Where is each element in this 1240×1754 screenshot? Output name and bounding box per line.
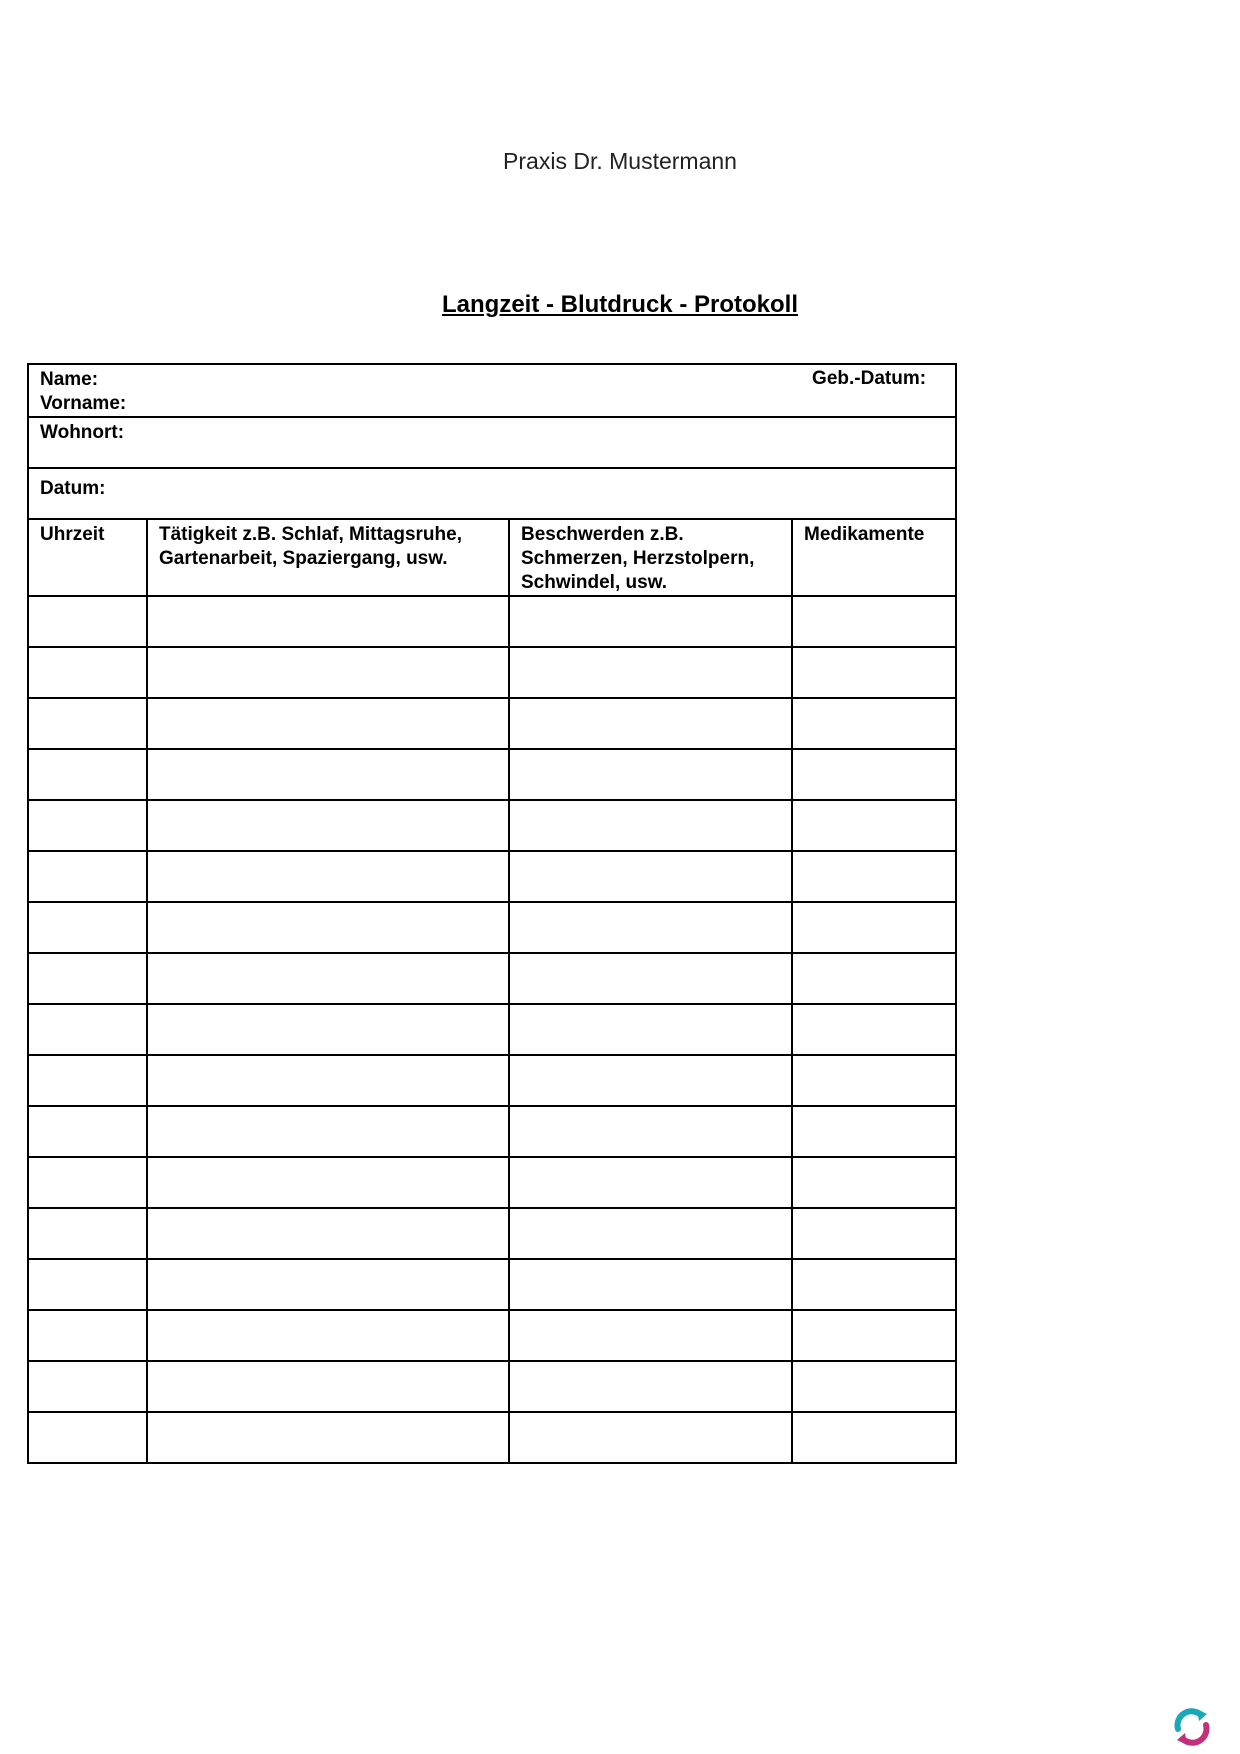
entry-cell-beschwerden[interactable]: [509, 902, 792, 953]
entry-row: [28, 1106, 956, 1157]
entry-cell-medikamente[interactable]: [792, 1259, 956, 1310]
entry-cell-taetigkeit[interactable]: [147, 1055, 509, 1106]
date-cell[interactable]: [28, 468, 956, 519]
patient-name-cell[interactable]: [28, 364, 956, 417]
entry-cell-beschwerden[interactable]: [509, 749, 792, 800]
residence-cell[interactable]: [28, 417, 956, 468]
entry-cell-medikamente[interactable]: [792, 953, 956, 1004]
entry-cell-beschwerden[interactable]: [509, 1208, 792, 1259]
entry-cell-medikamente[interactable]: [792, 1208, 956, 1259]
beschwerden-label-line2: Schmerzen, Herzstolpern,: [521, 548, 755, 569]
header-taetigkeit: [147, 519, 509, 596]
entry-cell-taetigkeit[interactable]: [147, 1412, 509, 1463]
entry-row: [28, 698, 956, 749]
entry-cell-taetigkeit[interactable]: [147, 1208, 509, 1259]
entry-cell-medikamente[interactable]: [792, 698, 956, 749]
entry-cell-taetigkeit[interactable]: [147, 647, 509, 698]
entry-cell-medikamente[interactable]: [792, 1157, 956, 1208]
entry-cell-uhrzeit[interactable]: [28, 953, 147, 1004]
entry-row: [28, 1157, 956, 1208]
entry-row: [28, 596, 956, 647]
entry-cell-taetigkeit[interactable]: [147, 596, 509, 647]
entry-cell-beschwerden[interactable]: [509, 851, 792, 902]
entry-row: [28, 1259, 956, 1310]
entry-cell-taetigkeit[interactable]: [147, 800, 509, 851]
header-uhrzeit: [28, 519, 147, 596]
practice-name: Praxis Dr. Mustermann: [503, 148, 737, 174]
entry-row: [28, 902, 956, 953]
entry-cell-medikamente[interactable]: [792, 1004, 956, 1055]
entry-cell-medikamente[interactable]: [792, 596, 956, 647]
entry-row: [28, 1361, 956, 1412]
entry-cell-medikamente[interactable]: [792, 749, 956, 800]
entry-cell-medikamente[interactable]: [792, 1055, 956, 1106]
taetigkeit-label-line2: Gartenarbeit, Spaziergang, usw.: [159, 548, 448, 569]
entry-cell-beschwerden[interactable]: [509, 1310, 792, 1361]
beschwerden-label-line3: Schwindel, usw.: [521, 572, 668, 593]
entry-row: [28, 1412, 956, 1463]
header-medikamente: [792, 519, 956, 596]
name-label: Name:: [40, 369, 99, 390]
entry-cell-medikamente[interactable]: [792, 647, 956, 698]
blood-pressure-protocol-table: [27, 363, 957, 1464]
entry-cell-uhrzeit[interactable]: [28, 1208, 147, 1259]
entry-cell-medikamente[interactable]: [792, 1106, 956, 1157]
entry-row: [28, 1208, 956, 1259]
entry-cell-taetigkeit[interactable]: [147, 1310, 509, 1361]
wohnort-label: Wohnort:: [40, 422, 125, 443]
entry-row: [28, 1055, 956, 1106]
entry-cell-beschwerden[interactable]: [509, 800, 792, 851]
entry-cell-uhrzeit[interactable]: [28, 1106, 147, 1157]
entry-cell-beschwerden[interactable]: [509, 1412, 792, 1463]
vorname-label: Vorname:: [40, 393, 127, 414]
entry-row: [28, 851, 956, 902]
birth-date-label: Geb.-Datum:: [812, 368, 927, 389]
entry-row: [28, 1310, 956, 1361]
entry-cell-uhrzeit[interactable]: [28, 1361, 147, 1412]
entry-cell-beschwerden[interactable]: [509, 698, 792, 749]
entry-cell-taetigkeit[interactable]: [147, 1004, 509, 1055]
entry-cell-uhrzeit[interactable]: [28, 902, 147, 953]
entry-row: [28, 800, 956, 851]
entry-cell-beschwerden[interactable]: [509, 1106, 792, 1157]
entry-cell-beschwerden[interactable]: [509, 1361, 792, 1412]
uhrzeit-label: Uhrzeit: [40, 524, 105, 545]
entry-cell-medikamente[interactable]: [792, 1310, 956, 1361]
entry-cell-uhrzeit[interactable]: [28, 749, 147, 800]
datum-label: Datum:: [40, 478, 106, 499]
entry-cell-medikamente[interactable]: [792, 800, 956, 851]
circular-arrows-logo-icon: [1170, 1705, 1214, 1749]
entry-cell-uhrzeit[interactable]: [28, 596, 147, 647]
beschwerden-label-line1: Beschwerden z.B.: [521, 524, 684, 545]
entry-cell-taetigkeit[interactable]: [147, 902, 509, 953]
entry-cell-taetigkeit[interactable]: [147, 1106, 509, 1157]
entry-cell-uhrzeit[interactable]: [28, 1412, 147, 1463]
header-beschwerden: [509, 519, 792, 596]
entry-cell-medikamente[interactable]: [792, 1361, 956, 1412]
entry-cell-taetigkeit[interactable]: [147, 953, 509, 1004]
entry-cell-beschwerden[interactable]: [509, 1055, 792, 1106]
entry-cell-uhrzeit[interactable]: [28, 698, 147, 749]
entry-cell-taetigkeit[interactable]: [147, 698, 509, 749]
entry-row: [28, 749, 956, 800]
entry-cell-medikamente[interactable]: [792, 1412, 956, 1463]
entry-cell-beschwerden[interactable]: [509, 953, 792, 1004]
entry-row: [28, 1004, 956, 1055]
entry-cell-taetigkeit[interactable]: [147, 749, 509, 800]
entry-cell-uhrzeit[interactable]: [28, 1004, 147, 1055]
medikamente-label: Medikamente: [804, 524, 925, 545]
entry-cell-taetigkeit[interactable]: [147, 1361, 509, 1412]
entry-cell-beschwerden[interactable]: [509, 596, 792, 647]
entry-cell-beschwerden[interactable]: [509, 1004, 792, 1055]
taetigkeit-label-line1: Tätigkeit z.B. Schlaf, Mittagsruhe,: [159, 524, 462, 545]
entry-cell-beschwerden[interactable]: [509, 1259, 792, 1310]
residence-row: [28, 417, 956, 468]
entry-cell-taetigkeit[interactable]: [147, 1157, 509, 1208]
entry-cell-medikamente[interactable]: [792, 902, 956, 953]
entry-cell-uhrzeit[interactable]: [28, 800, 147, 851]
entry-cell-uhrzeit[interactable]: [28, 647, 147, 698]
entry-cell-medikamente[interactable]: [792, 851, 956, 902]
entry-cell-uhrzeit[interactable]: [28, 1157, 147, 1208]
document-title: Langzeit - Blutdruck - Protokoll: [441, 291, 798, 318]
entry-row: [28, 953, 956, 1004]
patient-name-row: [28, 364, 956, 417]
date-row: [28, 468, 956, 519]
column-header-row: [28, 519, 956, 596]
entry-cell-uhrzeit[interactable]: [28, 851, 147, 902]
entry-row: [28, 647, 956, 698]
entry-cell-uhrzeit[interactable]: [28, 1055, 147, 1106]
entry-cell-taetigkeit[interactable]: [147, 1259, 509, 1310]
entry-rows: [28, 596, 956, 1463]
entry-cell-beschwerden[interactable]: [509, 1157, 792, 1208]
entry-cell-taetigkeit[interactable]: [147, 851, 509, 902]
entry-cell-beschwerden[interactable]: [509, 647, 792, 698]
entry-cell-uhrzeit[interactable]: [28, 1259, 147, 1310]
entry-cell-uhrzeit[interactable]: [28, 1310, 147, 1361]
